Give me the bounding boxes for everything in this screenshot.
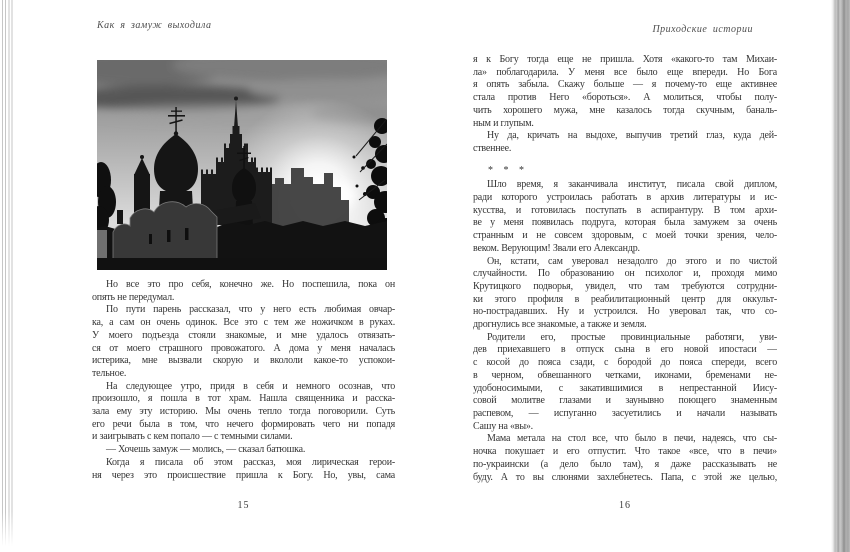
text-line: ка, а сам он очень одинок. Все это с тем же ножичком в руках.: [92, 317, 395, 329]
text-line: буду. А то вы слюнями захлебнетесь. Папа, с этой же целью,: [473, 471, 777, 483]
text-line: в черном, обвешанного четками, иконами, бременами не-: [473, 369, 777, 381]
left-page-number: 15: [237, 500, 250, 511]
text-line: случайности. По образованию он психолог и, проходя мимо: [473, 268, 777, 280]
text-line: с косой до пояса сзади, с бородой до пояса спереди, всего: [473, 357, 777, 369]
text-line: По пути парень рассказал, что у него есть любимая овчар-: [106, 304, 395, 316]
text-line: Когда я писала об этом рассказ, моя лирическая герои-: [106, 456, 395, 468]
text-line: Он, кстати, сам уверовал незадолго до этого и по чистой: [487, 255, 777, 267]
right-page-number: 16: [619, 500, 631, 511]
text-line: Ну да, кричать на выдохе, выпучив третий глаз, куда дей-: [487, 130, 777, 142]
right-page: [473, 0, 777, 552]
text-line: дев приехавшего в отпуск сына в его новой ипостаси —: [473, 344, 777, 356]
right-page-text: [473, 54, 777, 484]
text-line: распевом, — испуганно засуетились и начали называть: [473, 407, 777, 419]
text-line: ла» поблагодарила. У меня все было еще впереди. Но Бога: [473, 66, 777, 78]
left-page-text: [92, 279, 395, 482]
text-line: по-украински (а дело было там), я даже рассказывать не: [473, 458, 777, 470]
text-line: Родители его, простые провинциальные работяги, уви-: [487, 331, 777, 343]
text-line: ся от моего страшного провожатого. А дома у меня началась: [92, 342, 395, 354]
text-line: Шло время, я заканчивала институт, писала свой диплом,: [487, 179, 777, 191]
text-line: ки этого профиля в реабилитационный центр для оккульт-: [473, 293, 777, 305]
text-line: стала против Него «бороться». А молиться, чтобы полу-: [473, 92, 777, 104]
text-line: странным и не совсем здоровым, с моей точки зрения, чело-: [473, 230, 777, 242]
church-photo-illustration: [97, 60, 387, 270]
text-line: Но все это про себя, конечно же. Но поспешила, пока он: [106, 279, 395, 290]
text-line: кусства, и готовилась поступать в аспирантуру. В том архи-: [473, 204, 777, 216]
left-fore-edge-pages: [0, 0, 14, 552]
section-separator: * * *: [488, 164, 528, 176]
running-head-left: Как я замуж выходила: [97, 20, 212, 31]
text-line: опять не передумал.: [92, 291, 175, 303]
text-line: Мама метала на стол все, что было в печи, надеясь, что сы-: [487, 433, 777, 445]
text-line: истерика, мне вызвали скорую и вкололи какое-то успокои-: [92, 355, 395, 367]
text-line: ня через это происшествие пришла к Богу. Но, увы, сама: [92, 469, 395, 481]
text-line: совой молитве глазами и заунывно поющего знаменным: [473, 395, 777, 407]
running-head-right: Приходские истории: [652, 24, 753, 35]
text-line: дрогнулись все знакомые, а также и земля.: [473, 319, 647, 331]
text-line: — Хочешь замуж — молись, — сказал батюшка.: [106, 444, 306, 456]
text-line: Сашу на «вы».: [473, 420, 533, 432]
text-line: произошло, я пошла в тот храм. Нашла священника и расска-: [92, 393, 395, 405]
text-line: ственнее.: [473, 142, 512, 154]
text-line: но-пострадавших. Ну и устроился. Но уверовал так, что со-: [473, 306, 777, 318]
text-line: я к Богу тогда еще не пришла. Хотя «какого-то там Михаи-: [473, 54, 777, 65]
text-line: ве у меня появилась подруга, которая была замужем за очень: [473, 217, 777, 229]
church-photo: [97, 60, 387, 270]
text-line: чить хорошего мужа, мне казалось тогда скучным, баналь-: [473, 104, 777, 116]
text-line: ночка покушает и его отпустит. Что такое «все, что в печи»: [473, 446, 777, 458]
right-fore-edge-pages: [831, 0, 850, 552]
text-line: На следующее утро, придя в себя и немного осознав, что: [106, 380, 395, 392]
text-line: я опять забыла. Скажу больше — я почему-то еще активнее: [473, 79, 777, 91]
text-line: и заигрывать с кем попало — с темными силами.: [92, 431, 293, 443]
text-line: У моего подъезда стояли знакомые, и мне удалось отвязать-: [92, 329, 395, 341]
text-line: удобоносимыми, с закатившимися в непрестанной Иису-: [473, 382, 777, 394]
text-line: его речи была в том, что нечего формировать чего ни попадя: [92, 418, 395, 430]
text-line: веком. Верующим! Звали его Александр.: [473, 242, 640, 254]
text-line: ным и глупым.: [473, 117, 534, 129]
text-line: зала ему эту историю. Мы очень тепло тогда поговорили. Суть: [92, 406, 395, 418]
text-line: ради которого устроилась работать в архив литературы и ис-: [473, 192, 777, 204]
text-line: Крутицкого подворья, увидел, что там требуются сотрудни-: [473, 280, 777, 292]
left-page: [92, 0, 395, 552]
text-line: тельное.: [92, 367, 127, 379]
